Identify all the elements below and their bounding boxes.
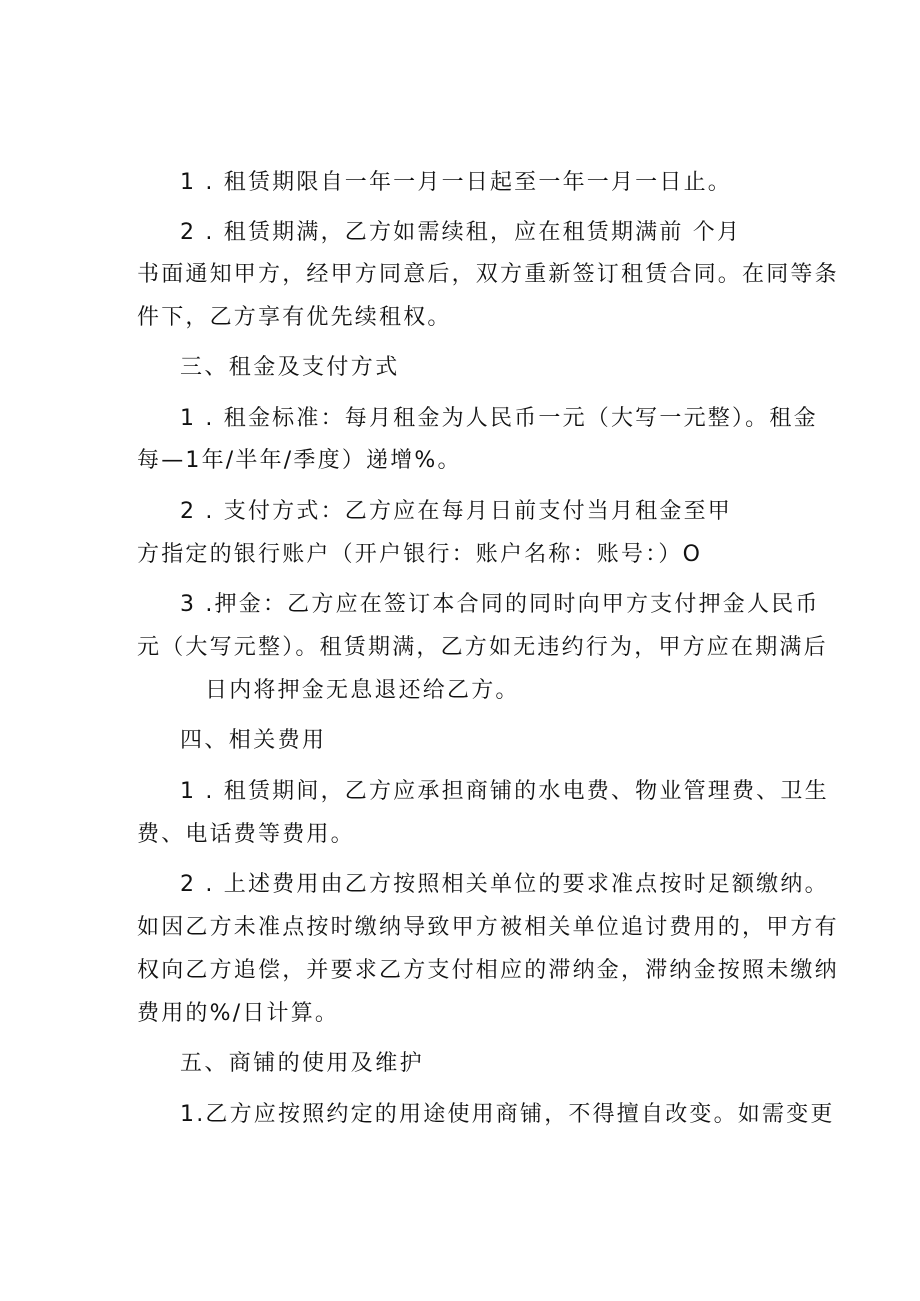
clause-3-1-lease-term: 1 . 租赁期限自一年一月一日起至一年一月一日止。: [180, 170, 732, 195]
fees-clause-1-line-2: 费、电话费等费用。: [137, 822, 355, 847]
payment-method-line-1: 2 . 支付方式：乙方应在每月日前支付当月租金至甲: [180, 499, 732, 524]
rent-standard-line-2: 每—1年/半年/季度）递增%。: [137, 448, 462, 473]
deposit-line-1: 3 .押金：乙方应在签订本合同的同时向甲方支付押金人民币: [180, 592, 820, 617]
fees-clause-2-line-1: 2 . 上述费用由乙方按照相关单位的要求准点按时足额缴纳。: [180, 872, 829, 897]
fees-clause-2-line-3: 权向乙方追偿，并要求乙方支付相应的滞纳金，滞纳金按照未缴纳: [137, 958, 839, 983]
use-clause-1-line-1: 1.乙方应按照约定的用途使用商铺，不得擅自改变。如需变更: [180, 1102, 835, 1127]
clause-3-2-renewal-line-2: 书面通知甲方，经甲方同意后，双方重新签订租赁合同。在同等条: [137, 262, 839, 287]
deposit-line-2: 元（大写元整）。租赁期满，乙方如无违约行为，甲方应在期满后: [137, 635, 828, 660]
clause-3-2-renewal-line-1: 2 . 租赁期满，乙方如需续租，应在租赁期满前 个月: [180, 220, 742, 245]
rent-standard-line-1: 1 . 租金标准：每月租金为人民币一元（大写一元整）。租金: [180, 406, 818, 431]
fees-clause-2-line-2: 如因乙方未准点按时缴纳导致甲方被相关单位追讨费用的，甲方有: [137, 915, 839, 940]
section-heading-rent-payment: 三、租金及支付方式: [180, 355, 400, 380]
section-heading-use-maintenance: 五、商铺的使用及维护: [180, 1051, 425, 1076]
fees-clause-2-line-4: 费用的%/日计算。: [137, 1001, 340, 1026]
payment-method-line-2: 方指定的银行账户（开户银行：账户名称：账号：）O: [137, 542, 703, 567]
section-heading-related-fees: 四、相关费用: [180, 728, 327, 753]
clause-3-2-renewal-line-3: 件下，乙方享有优先续租权。: [137, 305, 452, 330]
fees-clause-1-line-1: 1 . 租赁期间，乙方应承担商铺的水电费、物业管理费、卫生: [180, 779, 829, 804]
deposit-line-3: 日内将押金无息退还给乙方。: [205, 678, 520, 703]
